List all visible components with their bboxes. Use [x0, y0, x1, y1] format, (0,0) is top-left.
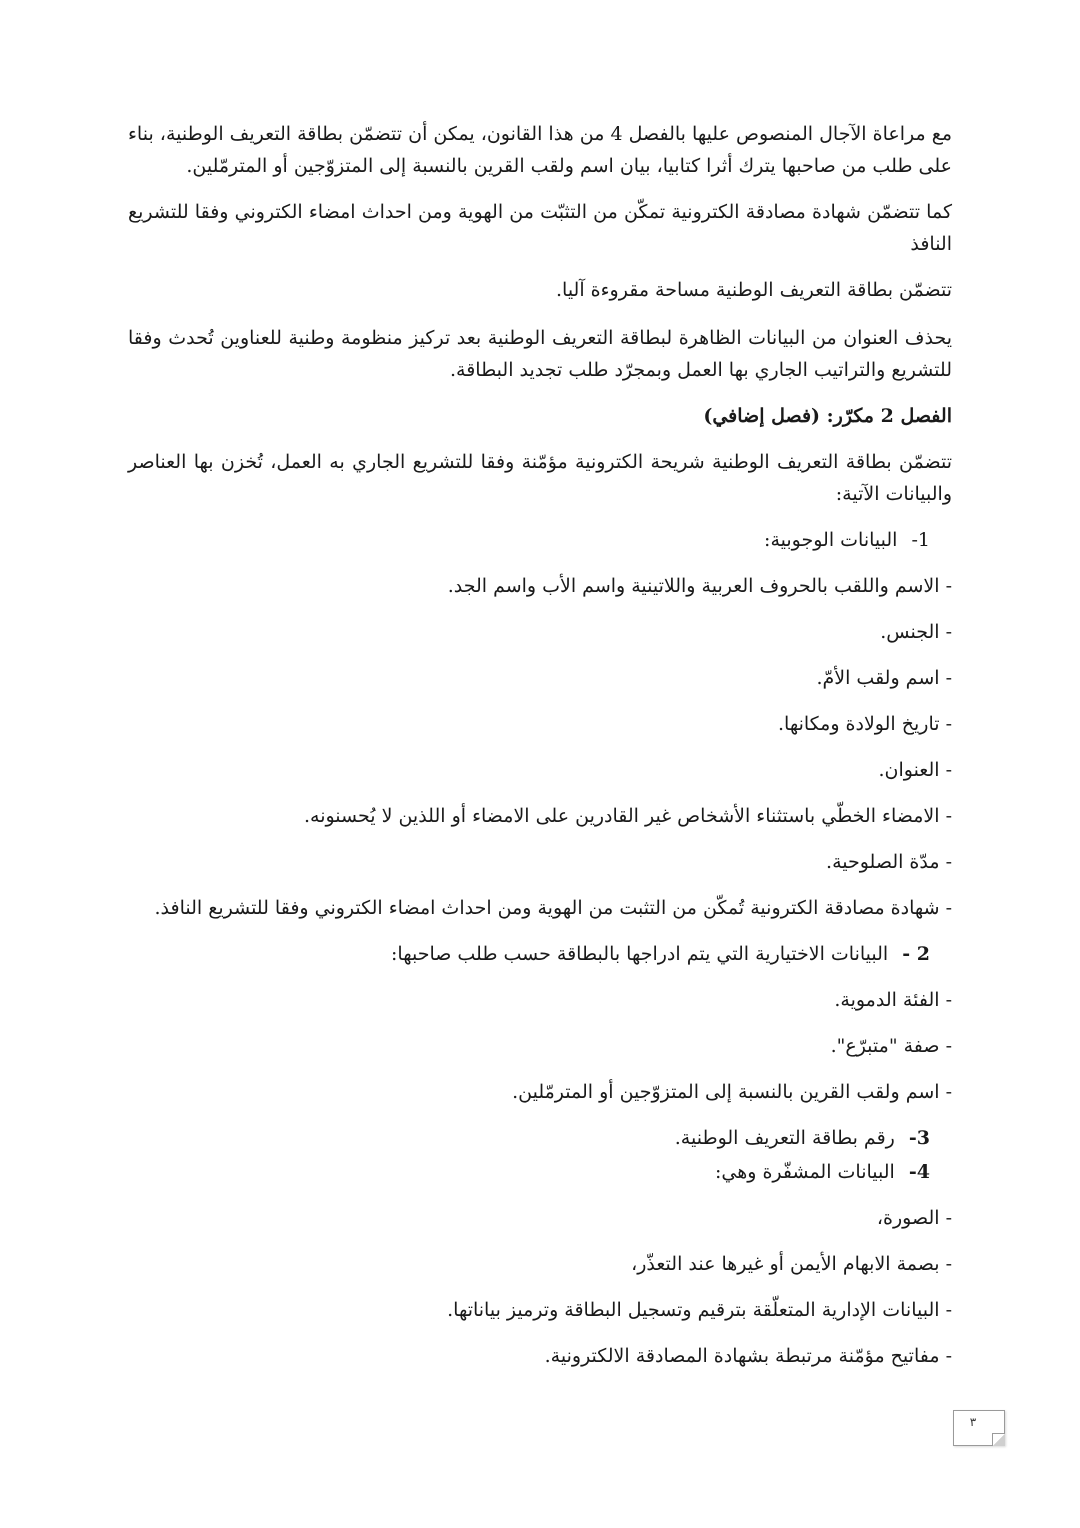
- list-item: - الصورة،: [876, 1207, 952, 1229]
- list-item: - الفئة الدموية.: [834, 989, 952, 1011]
- list-item: - مدّة الصلوحية.: [826, 851, 952, 873]
- list-item: - الجنس.: [880, 621, 952, 643]
- section-optional-title: [128, 938, 952, 970]
- list-item: - مفاتيح مؤمّنة مرتبطة بشهادة المصادقة الالكترونية.: [544, 1345, 952, 1367]
- list-item: - شهادة مصادقة الكترونية تُمكّن من التثبت من الهوية ومن احداث امضاء الكتروني وفقا للتشريع النافذ.: [154, 897, 952, 919]
- document-body: [128, 118, 952, 1386]
- list-item: - الامضاء الخطّي باستثناء الأشخاص غير القادرين على الامضاء أو اللذين لا يُحسنونه.: [303, 805, 952, 827]
- section-id-number-number: 3-: [908, 1127, 930, 1149]
- article-intro: تتضمّن بطاقة التعريف الوطنية شريحة الكترونية مؤمّنة وفقا للتشريع الجاري به العمل، تُخزن بها العناصر والبيانات الآتية:: [128, 451, 952, 505]
- section-id-number-title: [128, 1122, 952, 1154]
- section-encrypted-label: البيانات المشفّرة وهي:: [714, 1161, 895, 1183]
- list-item: - صفة "متبرّع".: [830, 1035, 952, 1057]
- section-optional-label: البيانات الاختيارية التي يتم ادراجها بالبطاقة حسب طلب صاحبها:: [391, 943, 889, 965]
- list-item: - الاسم واللقب بالحروف العربية واللاتينية واسم الأب واسم الجد.: [447, 575, 952, 597]
- page-fold-icon: [992, 1433, 1005, 1446]
- section-encrypted-title: [128, 1156, 952, 1188]
- list-item: - اسم ولقب القرين بالنسبة إلى المتزوّجين أو المترمّلين.: [512, 1081, 952, 1103]
- paragraph-electronic-certificate: كما تتضمّن شهادة مصادقة الكترونية تمكّن من التثبّت من الهوية ومن احداث امضاء الكتروني وفقا للتشريع النافذ: [128, 201, 952, 255]
- section-mandatory-number: 1-: [911, 529, 930, 551]
- paragraph-spouse-name: مع مراعاة الآجال المنصوص عليها بالفصل 4 من هذا القانون، يمكن أن تتضمّن بطاقة التعريف الوطنية، بناء على طلب من صاحبها يترك أثرا كتابيا، بيان اسم ولقب القرين بالنسبة إلى المتزوّجين أو المترمّلين.: [128, 123, 952, 177]
- section-id-number-label: رقم بطاقة التعريف الوطنية.: [674, 1127, 895, 1149]
- paragraph-address-removal: يحذف العنوان من البيانات الظاهرة لبطاقة التعريف الوطنية بعد تركيز منظومة وطنية للعناوين تُحدث وفقا للتشريع والتراتيب الجاري بها العمل وبمجرّد طلب تجديد البطاقة.: [128, 327, 952, 381]
- section-mandatory-label: البيانات الوجوبية:: [764, 529, 898, 551]
- list-item: - العنوان.: [878, 759, 952, 781]
- list-item: - بصمة الابهام الأيمن أو غيرها عند التعذّر،: [631, 1253, 952, 1275]
- section-mandatory-title: [128, 524, 952, 556]
- list-item: - البيانات الإدارية المتعلّقة بترقيم وتسجيل البطاقة وترميز بياناتها.: [447, 1299, 952, 1321]
- section-optional-number: 2 -: [902, 943, 930, 965]
- list-item: - اسم ولقب الأمّ.: [816, 667, 952, 689]
- paragraph-machine-readable: تتضمّن بطاقة التعريف الوطنية مساحة مقروءة آليا.: [556, 279, 952, 301]
- page-number-box: [953, 1410, 1005, 1446]
- list-item: - تاريخ الولادة ومكانها.: [778, 713, 952, 735]
- article-heading: الفصل 2 مكرّر: (فصل إضافي): [703, 405, 952, 427]
- page-number: ٣: [969, 1415, 977, 1429]
- section-encrypted-number: 4-: [908, 1161, 930, 1183]
